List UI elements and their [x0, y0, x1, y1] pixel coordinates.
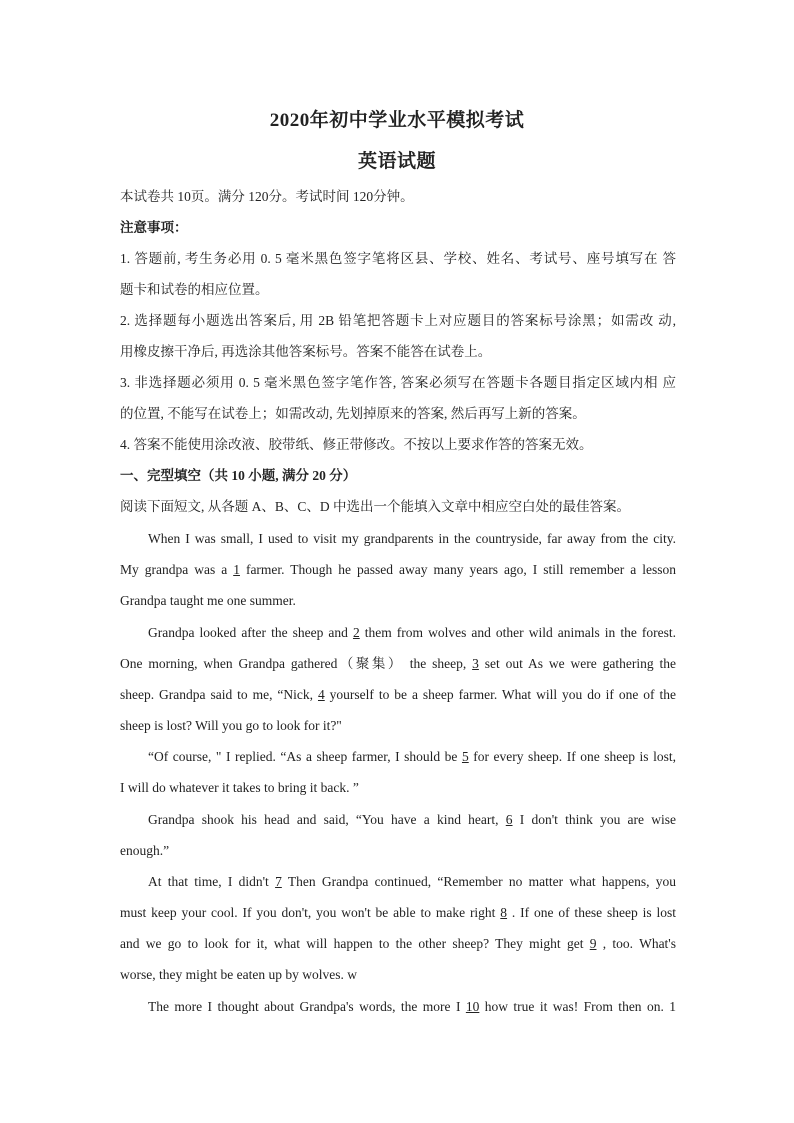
notice-heading: 注意事项：	[120, 220, 188, 235]
passage-line: worse, they might be eaten up by wolves. w	[120, 967, 357, 982]
passage-text: When I was small, I used to visit my grandparents in the countryside, far away from the city.	[148, 531, 676, 546]
blank-number: 6	[505, 812, 513, 827]
blank-number: 9	[589, 936, 597, 951]
passage-text: Grandpa looked after the sheep and	[148, 625, 353, 640]
passage-text: farmer. Though he passed away many years ago, I still remember a lesson	[239, 562, 676, 577]
passage-text: how true it was! From then on. 1	[479, 999, 677, 1014]
passage-line	[148, 528, 676, 550]
blank-number: 10	[465, 999, 480, 1014]
passage-line	[120, 653, 676, 675]
blank-number: 1	[233, 562, 240, 577]
passage-line	[148, 622, 676, 644]
passage-text: yourself to be a sheep farmer. What will you do if one of the	[324, 687, 676, 702]
passage-text: One morning, when Grandpa gathered（聚集） the sheep,	[120, 656, 473, 671]
passage-text: , too. What's	[596, 936, 676, 951]
passage-line	[148, 746, 676, 768]
blank-number: 2	[352, 625, 360, 640]
notice-line: 题卡和试卷的相应位置。	[120, 282, 269, 297]
notice-line: 用橡皮擦干净后, 再选涂其他答案标号。答案不能答在试卷上。	[120, 344, 492, 359]
passage-text: I don't think you are wise	[512, 812, 677, 827]
passage-line: enough.”	[120, 843, 170, 858]
passage-text: for every sheep. If one sheep is lost,	[468, 749, 676, 764]
passage-line: sheep is lost? Will you go to look for it?"	[120, 718, 342, 733]
blank-number: 3	[472, 656, 479, 671]
passage-text: At that time, I didn't	[148, 874, 276, 889]
section-heading: 一、完型填空（共 10 小题, 满分 20 分）	[120, 468, 357, 483]
section-instruction: 阅读下面短文, 从各题 A、B、C、D 中选出一个能填入文章中相应空白处的最佳答案。	[120, 499, 631, 514]
passage-text: must keep your cool. If you don't, you won't be able to make right	[120, 905, 501, 920]
passage-line	[120, 902, 676, 924]
exam-title: 2020年初中学业水平模拟考试	[269, 110, 525, 131]
notice-line: 的位置, 不能写在试卷上；如需改动, 先划掉原来的答案, 然后再写上新的答案。	[120, 406, 586, 421]
blank-number: 4	[317, 687, 325, 702]
notice-line: 3. 非选择题必须用 0. 5 毫米黑色签字笔作答, 答案必须写在答题卡各题目指定区域内相 应	[120, 375, 676, 390]
passage-line: Grandpa taught me one summer.	[120, 593, 296, 608]
passage-text: Then Grandpa continued, “Remember no matter what happens, you	[281, 874, 677, 889]
blank-number: 5	[461, 749, 469, 764]
passage-text: set out As we were gathering the	[478, 656, 676, 671]
passage-text: . If one of these sheep is lost	[507, 905, 676, 920]
blank-number: 7	[275, 874, 282, 889]
passage-text: sheep. Grandpa said to me, “Nick,	[120, 687, 318, 702]
passage-text: “Of course, " I replied. “As a sheep farmer, I should be	[148, 749, 462, 764]
passage-line	[148, 871, 676, 893]
passage-line	[148, 809, 676, 831]
notice-line: 2. 选择题每小题选出答案后, 用 2B 铅笔把答题卡上对应题目的答案标号涂黑；如需改 动,	[120, 313, 676, 328]
passage-text: and we go to look for it, what will happen to the other sheep? They might get	[120, 936, 590, 951]
notice-line: 1. 答题前, 考生务必用 0. 5 毫米黑色签字笔将区县、学校、姓名、考试号、座号填写在 答	[120, 251, 676, 266]
blank-number: 8	[500, 905, 508, 920]
passage-line	[148, 996, 676, 1018]
passage-text: Grandpa shook his head and said, “You have a kind heart,	[148, 812, 506, 827]
passage-line	[120, 684, 676, 706]
exam-subtitle: 英语试题	[357, 151, 436, 172]
passage-line	[120, 559, 676, 581]
passage-text: them from wolves and other wild animals in the forest.	[359, 625, 677, 640]
passage-line: I will do whatever it takes to bring it back. ”	[120, 780, 359, 795]
notice-line: 4. 答案不能使用涂改液、胶带纸、修正带修改。不按以上要求作答的答案无效。	[120, 437, 593, 452]
passage-text: The more I thought about Grandpa's words, the more I	[148, 999, 466, 1014]
passage-text: My grandpa was a	[120, 562, 234, 577]
passage-line	[120, 933, 676, 955]
exam-intro: 本试卷共 10页。满分 120分。考试时间 120分钟。	[120, 189, 414, 204]
